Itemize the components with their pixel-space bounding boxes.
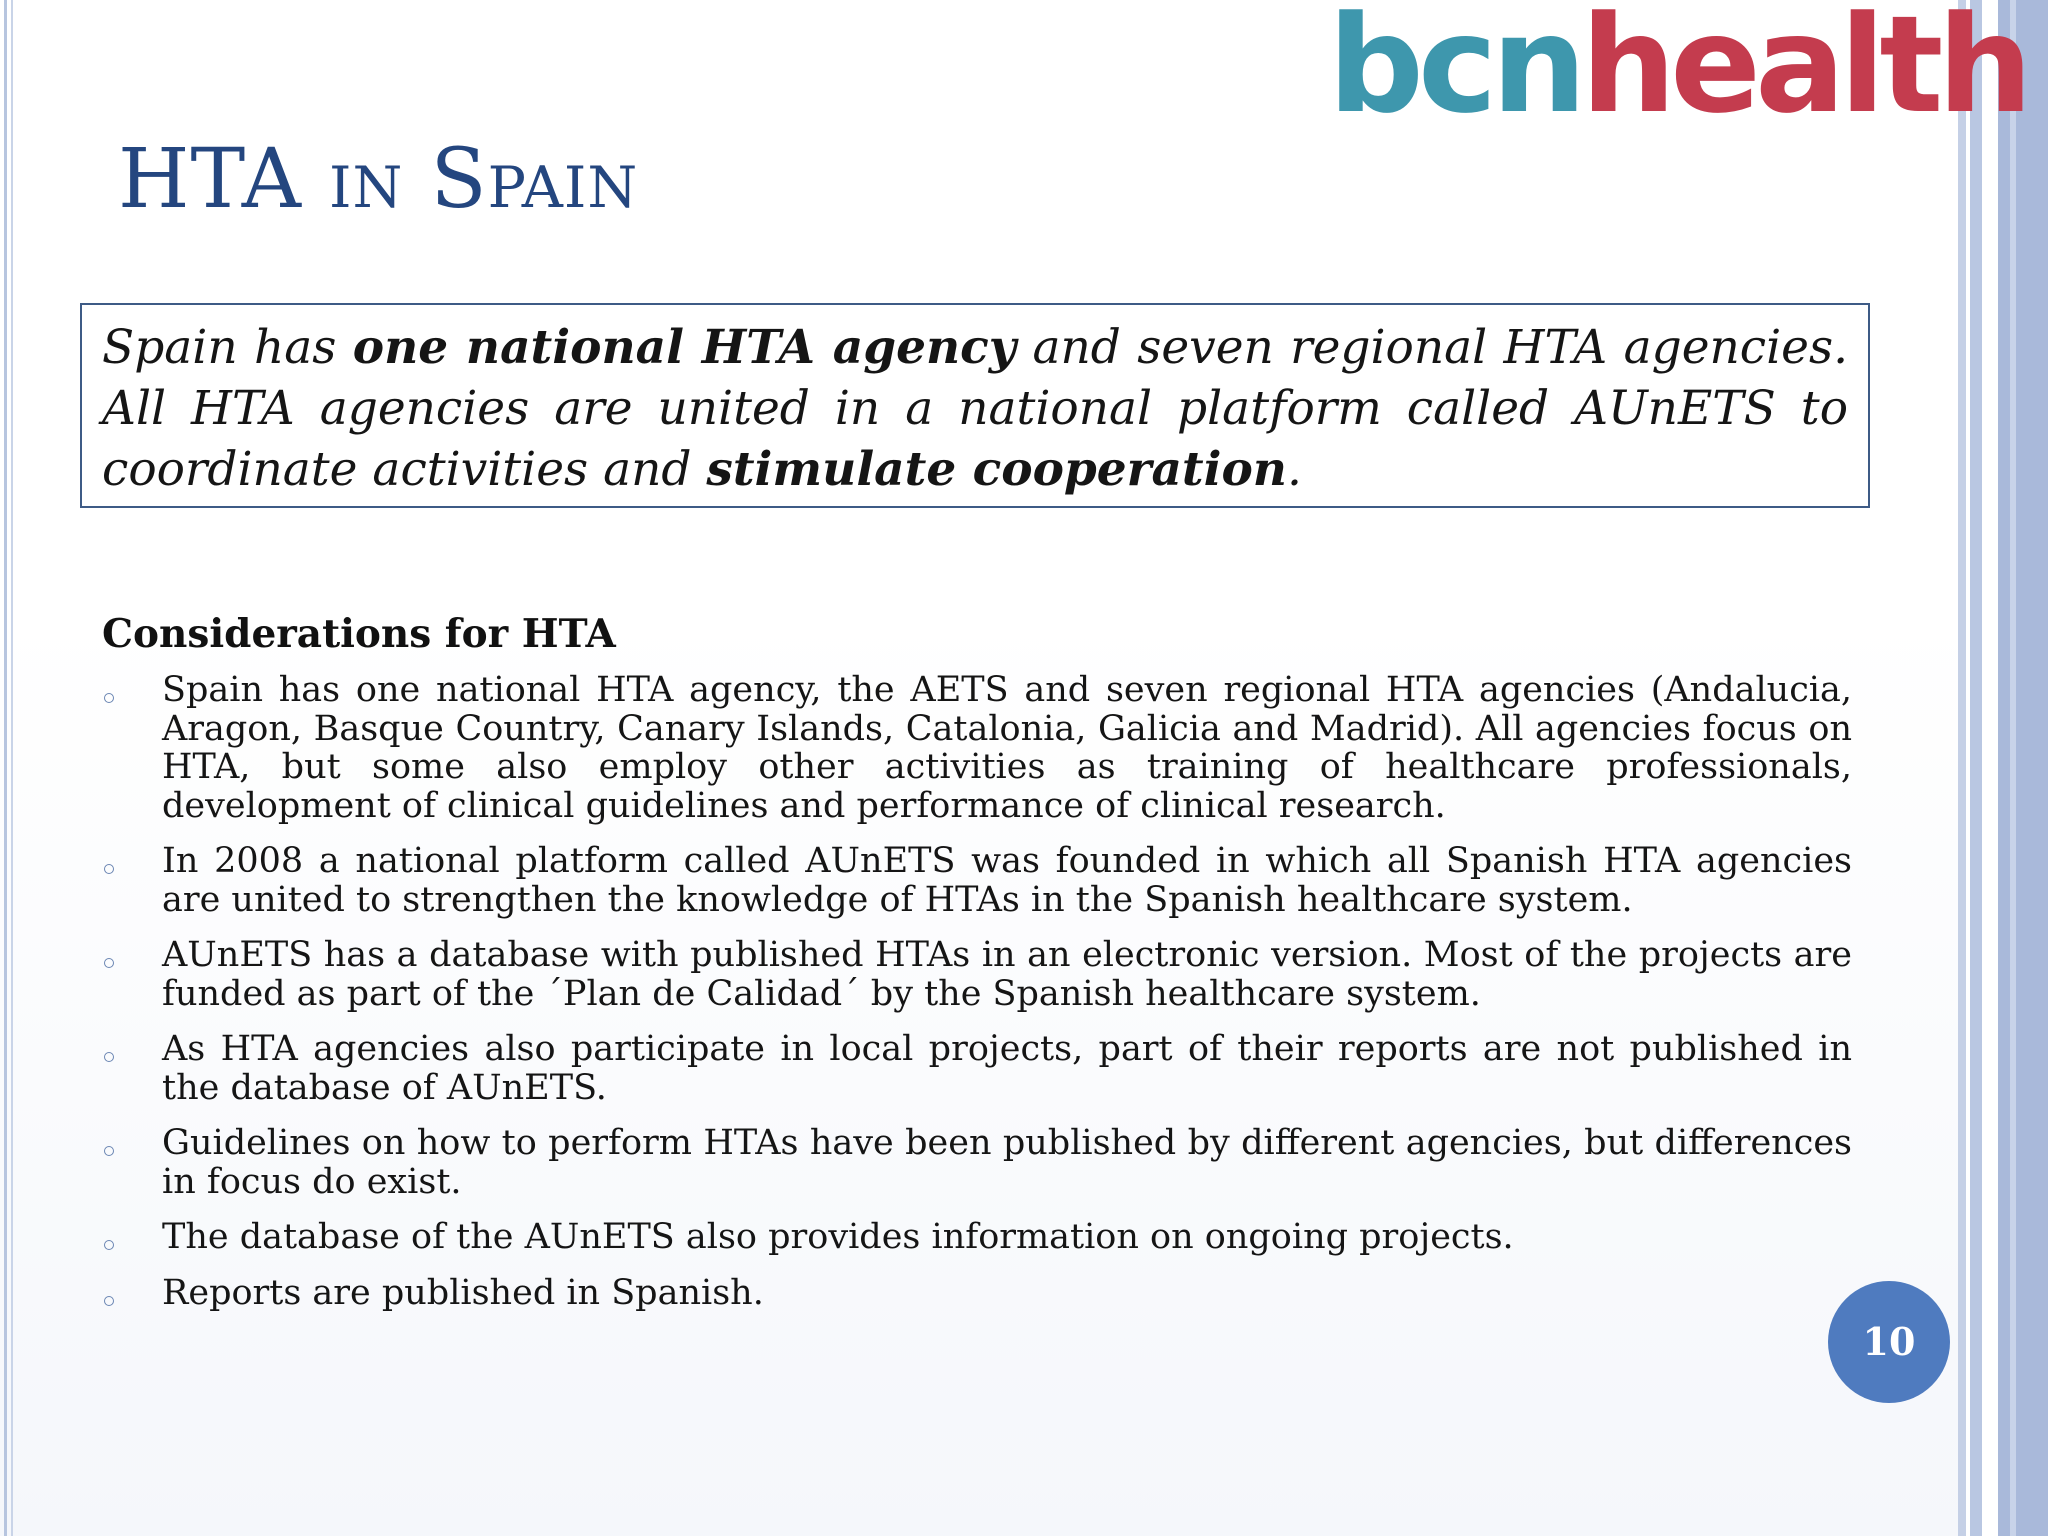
page-number-badge: 10 — [1828, 1281, 1950, 1403]
left-border-line-inner — [11, 0, 13, 1536]
list-item — [100, 1218, 1852, 1257]
logo-bcn-text: bcn — [1328, 0, 1581, 143]
list-item — [100, 1030, 1852, 1107]
list-item-text: AUnETS has a database with published HTAs in an electronic version. Most of the projects are funded as part of the ´Plan de Calidad´ by the Spanish healthcare system. — [162, 935, 1852, 1014]
bullet-circle-icon — [104, 1296, 114, 1306]
list-item-text: As HTA agencies also participate in local projects, part of their reports are not published in the database of AUnETS. — [162, 1029, 1852, 1108]
bullet-circle-icon — [104, 864, 114, 874]
right-decor-stripe — [1958, 0, 1966, 1536]
bullet-circle-icon — [104, 1052, 114, 1062]
list-item-text: The database of the AUnETS also provides information on ongoing projects. — [162, 1217, 1514, 1257]
right-decor-stripe — [1970, 0, 1982, 1536]
list-item — [100, 1274, 1852, 1313]
list-item-text: Guidelines on how to perform HTAs have been published by different agencies, but differences in focus do exist. — [162, 1123, 1852, 1202]
considerations-heading: Considerations for HTA — [102, 611, 616, 657]
right-decor-stripe — [2010, 0, 2016, 1536]
list-item-text: In 2008 a national platform called AUnETS was founded in which all Spanish HTA agencies are united to strengthen the knowledge of HTAs in the Spanish healthcare system. — [162, 841, 1852, 920]
list-item — [100, 671, 1852, 825]
summary-box — [80, 303, 1870, 508]
right-decor-stripe — [1982, 0, 1998, 1536]
summary-bold-national-agency: one national HTA agency — [352, 320, 1017, 375]
summary-part: . — [1286, 442, 1302, 497]
list-item-text: Reports are published in Spanish. — [162, 1272, 764, 1313]
bullet-circle-icon — [104, 1240, 114, 1250]
bullet-circle-icon — [104, 1146, 114, 1156]
list-item — [100, 936, 1852, 1013]
slide-title: HTA in Spain — [118, 132, 639, 227]
summary-part: Spain has — [102, 320, 353, 375]
summary-bold-cooperation: stimulate cooperation — [706, 442, 1287, 497]
considerations-list — [100, 671, 1852, 1329]
bullet-circle-icon — [104, 693, 114, 703]
left-border-line — [4, 0, 7, 1536]
bcnhealth-logo — [1328, 0, 2027, 143]
right-decor-stripe — [1998, 0, 2048, 1536]
summary-part: and seven regional HTA agencies. All HTA agencies are united in a national platform called AUnETS to coordinate activities and — [102, 320, 1849, 497]
list-item-text: Spain has one national HTA agency, the AETS and seven regional HTA agencies (Andalucia, Aragon, Basque Country, Canary Islands, Catalonia, Galicia and Madrid). All agencies focus on HTA, but some also employ other activities as training of healthcare professionals, development of clinical guidelines and performance of clinical research. — [162, 670, 1852, 826]
bullet-circle-icon — [104, 958, 114, 968]
summary-text — [102, 317, 1848, 500]
logo-health-text: health — [1580, 0, 2027, 143]
list-item — [100, 842, 1852, 919]
list-item — [100, 1124, 1852, 1201]
